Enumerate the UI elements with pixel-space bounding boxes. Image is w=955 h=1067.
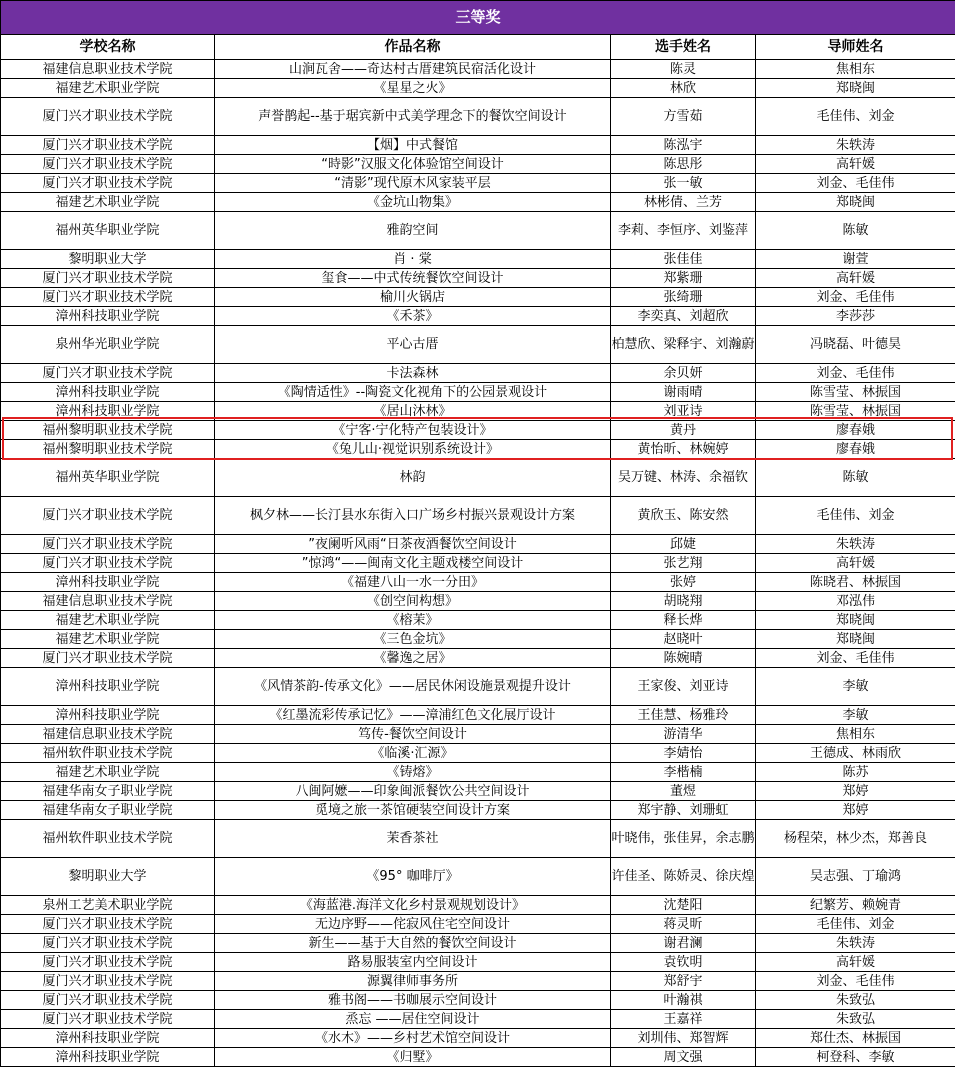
cell-work: 雅韵空间 [215,212,611,250]
table-row [1,212,955,250]
cell-work: 卡法森林 [215,364,611,383]
cell-mentor: 郑仕杰、林振国 [756,1029,955,1048]
header-student: 选手姓名 [611,35,756,60]
table-row [1,934,955,953]
cell-student: 张婷 [611,573,756,592]
cell-school: 泉州工艺美术职业学院 [1,896,215,915]
cell-student: 周文强 [611,1048,756,1067]
cell-student: 林彬倩、兰芳 [611,193,756,212]
cell-work: 《福建八山一水一分田》 [215,573,611,592]
cell-student: 董煜 [611,782,756,801]
cell-work: 枫夕林——长汀县水东街入口广场乡村振兴景观设计方案 [215,497,611,535]
cell-student: 叶晓伟，张佳昇，余志鹏 [611,820,756,858]
cell-school: 厦门兴才职业技术学院 [1,155,215,174]
cell-school: 福建艺术职业学院 [1,193,215,212]
cell-mentor: 陈敏 [756,212,955,250]
cell-mentor: 杨程荣，林少杰，郑善良 [756,820,955,858]
cell-work: 《馨逸之居》 [215,649,611,668]
cell-student: 沈楚阳 [611,896,756,915]
cell-school: 厦门兴才职业技术学院 [1,972,215,991]
cell-student: 邱婕 [611,535,756,554]
cell-work: 《创空间构想》 [215,592,611,611]
table-row [1,611,955,630]
table-row [1,1048,955,1067]
cell-mentor: 朱轶涛 [756,136,955,155]
header-row [1,35,955,60]
cell-school: 福建艺术职业学院 [1,630,215,649]
cell-mentor: 郑晓闽 [756,630,955,649]
cell-mentor: 廖春娥 [756,440,955,459]
table-row [1,896,955,915]
cell-school: 厦门兴才职业技术学院 [1,535,215,554]
cell-mentor: 郑晓闽 [756,611,955,630]
cell-mentor: 郑婷 [756,801,955,820]
cell-work: 肖 · 棠 [215,250,611,269]
cell-work: 《红墨流彩传承记忆》——漳浦红色文化展厅设计 [215,706,611,725]
cell-mentor: 高轩媛 [756,554,955,573]
cell-work: 《水木》——乡村艺术馆空间设计 [215,1029,611,1048]
cell-work: 平心古厝 [215,326,611,364]
cell-mentor: 刘金、毛佳伟 [756,174,955,193]
table-row [1,801,955,820]
cell-student: 张一敏 [611,174,756,193]
table-row [1,782,955,801]
title-row [1,1,955,35]
cell-student: 郑宇静、刘珊虹 [611,801,756,820]
header-school: 学校名称 [1,35,215,60]
cell-mentor: 廖春娥 [756,421,955,440]
cell-mentor: 毛佳伟、刘金 [756,497,955,535]
cell-student: 释长烨 [611,611,756,630]
cell-school: 漳州科技职业学院 [1,402,215,421]
cell-school: 福建信息职业技术学院 [1,725,215,744]
cell-mentor: 谢萱 [756,250,955,269]
cell-mentor: 陈苏 [756,763,955,782]
cell-student: 方雪茹 [611,98,756,136]
cell-mentor: 焦相东 [756,60,955,79]
cell-mentor: 高轩媛 [756,953,955,972]
table-row [1,269,955,288]
table-row [1,820,955,858]
cell-student: 李莉、李恒序、刘鉴萍 [611,212,756,250]
cell-work: 无边序野——侘寂风住宅空间设计 [215,915,611,934]
table-row [1,953,955,972]
cell-mentor: 高轩媛 [756,155,955,174]
cell-work: 玺食——中式传统餐饮空间设计 [215,269,611,288]
cell-mentor: 刘金、毛佳伟 [756,364,955,383]
cell-student: 蒋灵昕 [611,915,756,934]
cell-work: 榆川火锅店 [215,288,611,307]
cell-work: 【烟】中式餐馆 [215,136,611,155]
table-row [1,326,955,364]
cell-student: 黄欣玉、陈安然 [611,497,756,535]
cell-student: 李奕真、刘超欣 [611,307,756,326]
cell-work: 笃传-餐饮空间设计 [215,725,611,744]
header-work: 作品名称 [215,35,611,60]
cell-student: 黄丹 [611,421,756,440]
cell-school: 福建艺术职业学院 [1,79,215,98]
cell-work: 《铸熔》 [215,763,611,782]
cell-student: 林欣 [611,79,756,98]
cell-student: 叶瀚祺 [611,991,756,1010]
cell-mentor: 柯登科、李敏 [756,1048,955,1067]
cell-student: 游清华 [611,725,756,744]
cell-work: 《兔儿山·视觉识别系统设计》 [215,440,611,459]
cell-mentor: 毛佳伟、刘金 [756,915,955,934]
cell-student: 陈泓宇 [611,136,756,155]
cell-school: 福建华南女子职业学院 [1,782,215,801]
cell-work: 《居山沐林》 [215,402,611,421]
table-row [1,383,955,402]
cell-student: 王家俊、刘亚诗 [611,668,756,706]
cell-work: 《宁客·宁化特产包装设计》 [215,421,611,440]
cell-work: 《金坑山物集》 [215,193,611,212]
cell-work: 觅境之旅一茶馆硬装空间设计方案 [215,801,611,820]
cell-school: 漳州科技职业学院 [1,668,215,706]
cell-student: 袁钦明 [611,953,756,972]
cell-student: 谢君澜 [611,934,756,953]
table-row [1,573,955,592]
cell-school: 福州软件职业技术学院 [1,744,215,763]
cell-mentor: 陈雪莹、林振国 [756,402,955,421]
cell-school: 厦门兴才职业技术学院 [1,497,215,535]
table-row [1,421,955,440]
table-row [1,79,955,98]
cell-school: 泉州华光职业学院 [1,326,215,364]
cell-mentor: 刘金、毛佳伟 [756,972,955,991]
cell-student: 陈婉晴 [611,649,756,668]
cell-school: 厦门兴才职业技术学院 [1,934,215,953]
cell-work: 《星星之火》 [215,79,611,98]
cell-mentor: 毛佳伟、刘金 [756,98,955,136]
cell-school: 厦门兴才职业技术学院 [1,288,215,307]
cell-mentor: 朱致弘 [756,1010,955,1029]
cell-student: 谢雨晴 [611,383,756,402]
cell-work: 《归墅》 [215,1048,611,1067]
table-row [1,1010,955,1029]
cell-school: 厦门兴才职业技术学院 [1,554,215,573]
cell-work: 路易服装室内空间设计 [215,953,611,972]
cell-school: 福建信息职业技术学院 [1,60,215,79]
cell-student: 胡晓翔 [611,592,756,611]
cell-school: 厦门兴才职业技术学院 [1,915,215,934]
cell-school: 厦门兴才职业技术学院 [1,649,215,668]
table-row [1,136,955,155]
cell-student: 许佳圣、陈娇灵、徐庆煌 [611,858,756,896]
table-row [1,98,955,136]
header-mentor: 导师姓名 [756,35,955,60]
cell-school: 厦门兴才职业技术学院 [1,1010,215,1029]
cell-student: 余贝妍 [611,364,756,383]
table-row [1,706,955,725]
cell-work: 新生——基于大自然的餐饮空间设计 [215,934,611,953]
cell-mentor: 焦相东 [756,725,955,744]
table-row [1,668,955,706]
table-row [1,763,955,782]
table-row [1,649,955,668]
cell-mentor: 李敏 [756,668,955,706]
cell-work: 茉香茶社 [215,820,611,858]
table-row [1,592,955,611]
cell-school: 漳州科技职业学院 [1,573,215,592]
cell-student: 张佳佳 [611,250,756,269]
table-row [1,174,955,193]
cell-student: 黄怡昕、林婉婷 [611,440,756,459]
table-row [1,402,955,421]
cell-school: 厦门兴才职业技术学院 [1,174,215,193]
cell-school: 福州英华职业学院 [1,212,215,250]
cell-school: 漳州科技职业学院 [1,1029,215,1048]
cell-mentor: 郑婷 [756,782,955,801]
table-row [1,972,955,991]
table-row [1,1029,955,1048]
cell-student: 王嘉祥 [611,1010,756,1029]
sheet-title: 三等奖 [1,1,955,35]
table-row [1,497,955,535]
cell-school: 福州软件职业技术学院 [1,820,215,858]
cell-work: 八闽阿嬷——印象闽派餐饮公共空间设计 [215,782,611,801]
cell-mentor: 陈雪莹、林振国 [756,383,955,402]
cell-mentor: 陈晓君、林振国 [756,573,955,592]
cell-student: 刘亚诗 [611,402,756,421]
cell-student: 郑紫珊 [611,269,756,288]
cell-student: 赵晓叶 [611,630,756,649]
cell-work: 声誉鹊起--基于琚宾新中式美学理念下的餐饮空间设计 [215,98,611,136]
cell-school: 厦门兴才职业技术学院 [1,364,215,383]
table-row [1,744,955,763]
cell-school: 漳州科技职业学院 [1,383,215,402]
table-row [1,250,955,269]
cell-school: 福州黎明职业技术学院 [1,440,215,459]
cell-work: 《临溪·汇源》 [215,744,611,763]
cell-work: 《三色金坑》 [215,630,611,649]
cell-school: 漳州科技职业学院 [1,706,215,725]
cell-work: 林韵 [215,459,611,497]
table-row [1,991,955,1010]
cell-work: 山涧瓦舍——奇达村古厝建筑民宿活化设计 [215,60,611,79]
cell-mentor: 陈敏 [756,459,955,497]
table-row [1,554,955,573]
cell-student: 王佳慧、杨雅玲 [611,706,756,725]
table-row [1,440,955,459]
cell-work: ”惊鸿“——闽南文化主题戏楼空间设计 [215,554,611,573]
cell-mentor: 刘金、毛佳伟 [756,649,955,668]
table-row [1,288,955,307]
cell-mentor: 郑晓闽 [756,193,955,212]
cell-school: 福建艺术职业学院 [1,763,215,782]
cell-student: 张艺翔 [611,554,756,573]
cell-student: 吴万键、林涛、余福钦 [611,459,756,497]
cell-student: 陈思彤 [611,155,756,174]
table-row [1,915,955,934]
table-row [1,858,955,896]
cell-mentor: 邓泓伟 [756,592,955,611]
cell-school: 福建信息职业技术学院 [1,592,215,611]
cell-mentor: 吴志强、丁瑜鸿 [756,858,955,896]
cell-work: ”夜阑听风雨“日茶夜酒餐饮空间设计 [215,535,611,554]
cell-mentor: 刘金、毛佳伟 [756,288,955,307]
cell-mentor: 纪繁芳、赖婉青 [756,896,955,915]
cell-student: 张绮珊 [611,288,756,307]
cell-school: 厦门兴才职业技术学院 [1,98,215,136]
cell-student: 李婧怡 [611,744,756,763]
cell-school: 厦门兴才职业技术学院 [1,136,215,155]
cell-work: 《95° 咖啡厅》 [215,858,611,896]
cell-school: 厦门兴才职业技术学院 [1,991,215,1010]
table-row [1,193,955,212]
cell-school: 黎明职业大学 [1,858,215,896]
cell-school: 厦门兴才职业技术学院 [1,953,215,972]
cell-work: “清影”现代原木风家装平层 [215,174,611,193]
cell-student: 李楷楠 [611,763,756,782]
cell-work: 源翼律师事务所 [215,972,611,991]
cell-mentor: 郑晓闽 [756,79,955,98]
cell-work: 烝忘 ——居住空间设计 [215,1010,611,1029]
cell-mentor: 朱致弘 [756,991,955,1010]
cell-mentor: 王德成、林雨欣 [756,744,955,763]
table-row [1,307,955,326]
cell-work: 《海蓝港.海洋文化乡村景观规划设计》 [215,896,611,915]
cell-mentor: 冯晓磊、叶德昊 [756,326,955,364]
cell-mentor: 李敏 [756,706,955,725]
cell-work: 《风情茶韵-传承文化》——居民休闲设施景观提升设计 [215,668,611,706]
cell-work: 《陶情适性》--陶瓷文化视角下的公园景观设计 [215,383,611,402]
cell-school: 福建艺术职业学院 [1,611,215,630]
cell-student: 陈灵 [611,60,756,79]
cell-work: 《禾茶》 [215,307,611,326]
cell-student: 柏慧欣、梁释宇、刘瀚蔚 [611,326,756,364]
table-row [1,364,955,383]
cell-work: 《榕茉》 [215,611,611,630]
cell-student: 郑舒宇 [611,972,756,991]
cell-school: 福建华南女子职业学院 [1,801,215,820]
table-row [1,60,955,79]
cell-school: 福州黎明职业技术学院 [1,421,215,440]
cell-school: 福州英华职业学院 [1,459,215,497]
cell-school: 漳州科技职业学院 [1,307,215,326]
table-row [1,155,955,174]
table-row [1,459,955,497]
cell-work: “時影”汉服文化体验馆空间设计 [215,155,611,174]
cell-student: 刘圳伟、郑智辉 [611,1029,756,1048]
table-row [1,535,955,554]
cell-mentor: 朱轶涛 [756,535,955,554]
table-row [1,725,955,744]
cell-work: 雅书阁——书咖展示空间设计 [215,991,611,1010]
cell-mentor: 李莎莎 [756,307,955,326]
cell-school: 厦门兴才职业技术学院 [1,269,215,288]
cell-mentor: 朱轶涛 [756,934,955,953]
cell-school: 漳州科技职业学院 [1,1048,215,1067]
cell-mentor: 高轩媛 [756,269,955,288]
table-row [1,630,955,649]
cell-school: 黎明职业大学 [1,250,215,269]
